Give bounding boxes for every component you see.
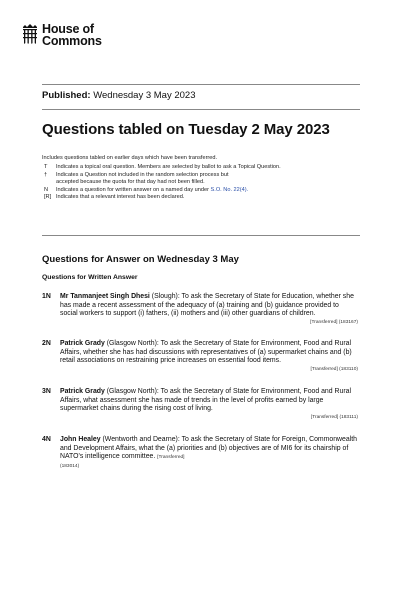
legend-key: †: [44, 171, 48, 178]
question-reference: [Transferred] (183111): [310, 415, 358, 421]
question-item: [42, 293, 358, 327]
legend-row-named-day: [42, 187, 362, 195]
member-name: Patrick Grady: [60, 388, 105, 395]
divider-bottom: [42, 235, 360, 236]
question-item: [42, 340, 358, 374]
question-text: To ask the Secretary of State for Foreign, Commonwealth and Development Affairs, what the (a) priorities and (b) objectives are of MI6 for its chairship of NATO's intelligence committee.: [60, 436, 357, 461]
member-name: John Healey: [60, 436, 101, 443]
legend-row-topical: [42, 164, 362, 172]
legend-text: Indicates a topical oral question. Members are selected by ballot to ask a Topical Question.: [56, 164, 281, 170]
legend-row-relevant-interest: [42, 194, 362, 202]
question-number: 2N: [42, 340, 51, 347]
legend-text: Indicates that a relevant interest has been declared.: [56, 194, 185, 201]
question-transferred-tag: [Transferred]: [157, 455, 185, 461]
legend-text: Indicates a question for written answer on a named day under: [56, 186, 211, 193]
logo-line-2: Commons: [42, 34, 102, 48]
question-item: [42, 436, 358, 471]
published-label: Published:: [42, 90, 91, 101]
constituency: (Glasgow North):: [106, 388, 159, 395]
question-reference: [Transferred] (183167): [310, 320, 358, 326]
legend-text: Indicates a Question not included in the random selection process but: [56, 171, 229, 178]
constituency: (Wentworth and Dearne):: [102, 436, 180, 443]
question-number: 3N: [42, 388, 51, 395]
question-number: 1N: [42, 293, 51, 300]
standing-order-link[interactable]: S.O. No. 22(4).: [210, 186, 249, 193]
legend-key: [R]: [44, 194, 52, 201]
member-name: Patrick Grady: [60, 340, 105, 347]
intro-text: Includes questions tabled on earlier days which have been transferred.: [42, 155, 218, 161]
logo-line-1: House of: [42, 22, 94, 36]
question-item: [42, 388, 358, 422]
published-line: [42, 90, 195, 101]
divider-top: [42, 84, 360, 85]
legend-key: N: [44, 186, 49, 193]
section-heading: Questions for Answer on Wednesday 3 May: [42, 254, 239, 265]
question-text: To ask the Secretary of State for Environment, Food and Rural Affairs, what assessment she has made of trends in the level of profits earned by large supermarket chains during the rising cost of living.: [60, 388, 351, 413]
legend-text: accepted because the quota for that day had not been filled.: [56, 179, 205, 186]
question-reference: (183014): [60, 464, 80, 470]
legend-row-dagger: [42, 172, 362, 187]
published-date: Wednesday 3 May 2023: [93, 90, 196, 101]
constituency: (Slough):: [151, 293, 180, 300]
legend-key: T: [44, 164, 48, 170]
house-of-commons-logo: [21, 23, 102, 47]
member-name: Mr Tanmanjeet Singh Dhesi: [60, 293, 150, 300]
question-text: To ask the Secretary of State for Environment, Food and Rural Affairs, whether she has had discussions with representatives of (a) supermarket chains and (b) retail associations on restraining price increases on essential food items.: [60, 340, 352, 365]
page-title: Questions tabled on Tuesday 2 May 2023: [42, 121, 330, 138]
divider-middle: [42, 109, 360, 110]
constituency: (Glasgow North):: [106, 340, 159, 347]
question-number: 4N: [42, 436, 51, 443]
subheading: Questions for Written Answer: [42, 274, 138, 281]
legend: [42, 164, 362, 202]
question-text: To ask the Secretary of State for Education, whether she has made a recent assessment of the adequacy of (a) training and (b) guidance provided to social workers to support (i) fathers, (ii) mothers and (iii) other guardians of children.: [60, 293, 354, 318]
portcullis-icon: [21, 24, 39, 44]
question-reference: [Transferred] (183110): [310, 367, 358, 373]
